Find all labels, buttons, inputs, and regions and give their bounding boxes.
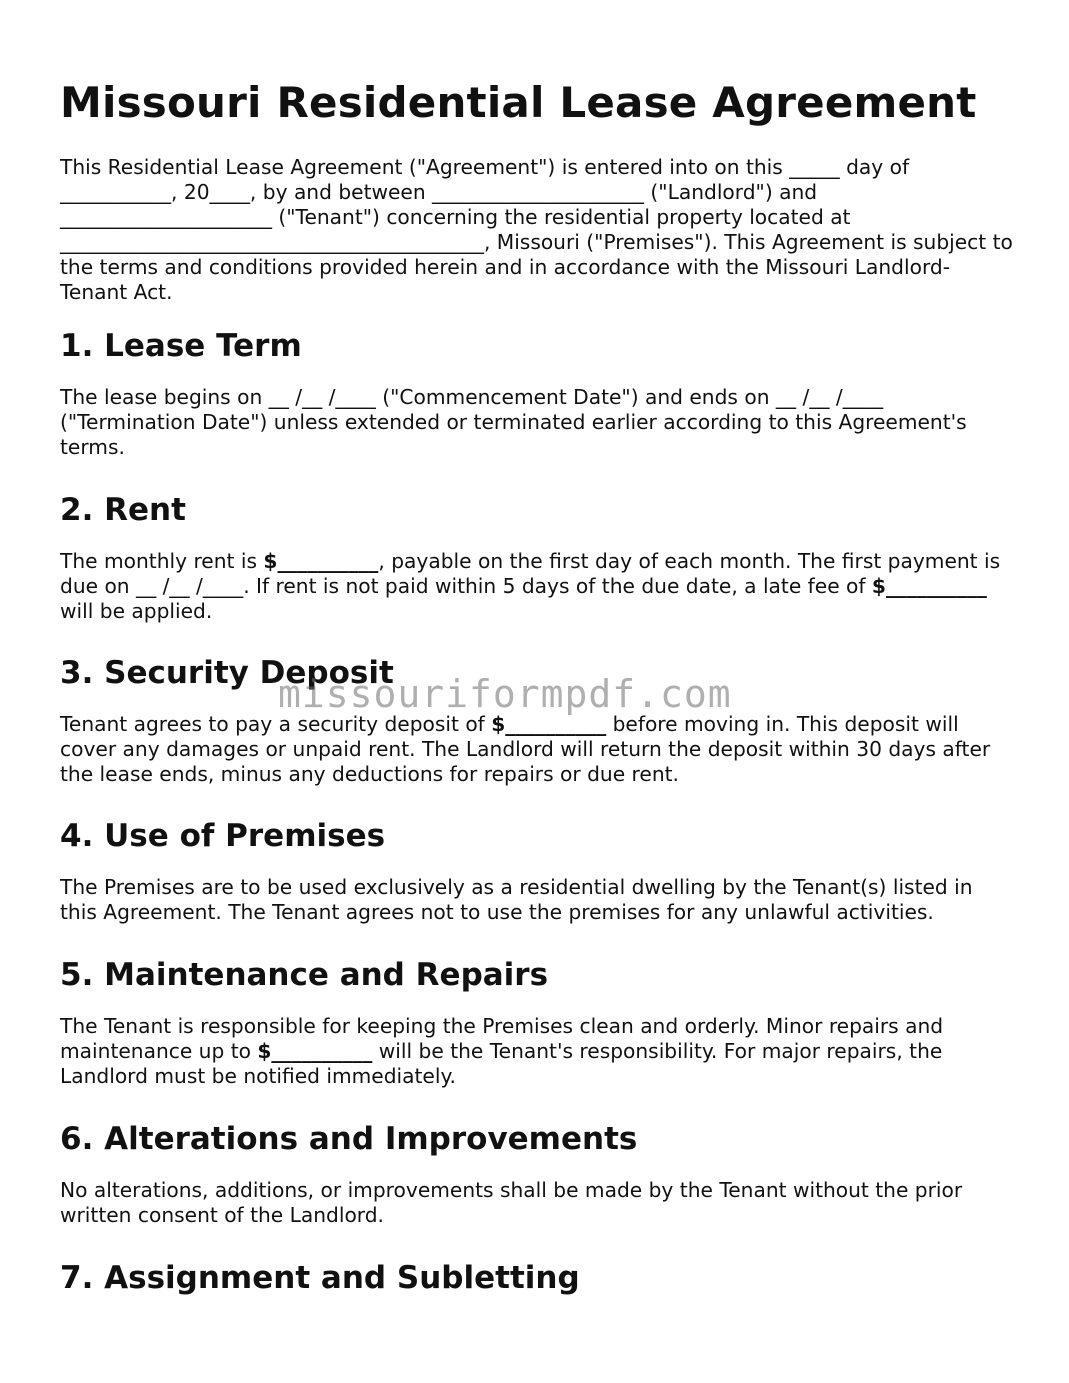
section-assignment-subletting	[60, 1259, 1015, 1317]
section-rent	[60, 491, 1015, 624]
document-title: Missouri Residential Lease Agreement	[60, 78, 977, 127]
section-heading: 7. Assignment and Subletting	[60, 1260, 580, 1296]
body-text: , payable on the first day of each month. The first payment is due on __ /__ /____. If rent is not paid within 5 days of the due date, a late fee of	[60, 549, 1001, 598]
body-text: The monthly rent is	[60, 549, 264, 573]
section-body: No alterations, additions, or improvements shall be made by the Tenant without the prior written consent of the Landlord.	[60, 1178, 963, 1227]
body-text: before moving in. This deposit will cover any damages or unpaid rent. The Landlord will return the deposit within 30 days after the lease ends, minus any deductions for repairs or due rent.	[60, 712, 991, 786]
section-heading: 2. Rent	[60, 492, 186, 528]
section-body: The Premises are to be used exclusively as a residential dwelling by the Tenant(s) listed in this Agreement. The Tenant agrees not to use the premises for any unlawful activities.	[60, 875, 973, 924]
section-heading: 1. Lease Term	[60, 328, 302, 364]
section-body	[60, 549, 1015, 624]
section-heading: 6. Alterations and Improvements	[60, 1121, 638, 1157]
intro-paragraph: This Residential Lease Agreement ("Agreement") is entered into on this _____ day of ___________, 20____, by and between _____________________ ("Landlord") and _____________________ ("Tenant") concerning the residential property located at __________________________________________, Missouri ("Premises"). This Agreement is subject to the terms and conditions provided herein and in accordance with the Missouri Landlord-Tenant Act.	[60, 155, 1013, 304]
section-body: The lease begins on __ /__ /____ ("Commencement Date") and ends on __ /__ /____ ("Termination Date") unless extended or terminated earlier according to this Agreement's terms.	[60, 385, 967, 459]
section-heading: 3. Security Deposit	[60, 655, 394, 691]
body-text: The Tenant is responsible for keeping the Premises clean and orderly. Minor repairs and maintenance up to	[60, 1014, 944, 1063]
body-text: will be applied.	[60, 598, 213, 623]
repair-limit-blank: $__________	[257, 1038, 373, 1063]
section-body	[60, 1014, 1015, 1089]
late-fee-blank: $__________	[871, 573, 987, 598]
section-body	[60, 712, 1015, 787]
section-heading: 4. Use of Premises	[60, 818, 386, 854]
section-use-of-premises	[60, 817, 1015, 925]
body-text: Tenant agrees to pay a security deposit of	[60, 712, 492, 736]
section-maintenance-repairs	[60, 956, 1015, 1089]
rent-amount-blank: $__________	[263, 549, 379, 573]
watermark: missouriformpdf.com	[278, 672, 732, 716]
deposit-amount-blank: $__________	[491, 712, 607, 736]
section-heading: 5. Maintenance and Repairs	[60, 957, 549, 993]
section-lease-term	[60, 327, 1015, 460]
body-text: will be the Tenant's responsibility. For major repairs, the Landlord must be notified immediately.	[60, 1038, 943, 1088]
section-alterations	[60, 1120, 1015, 1228]
